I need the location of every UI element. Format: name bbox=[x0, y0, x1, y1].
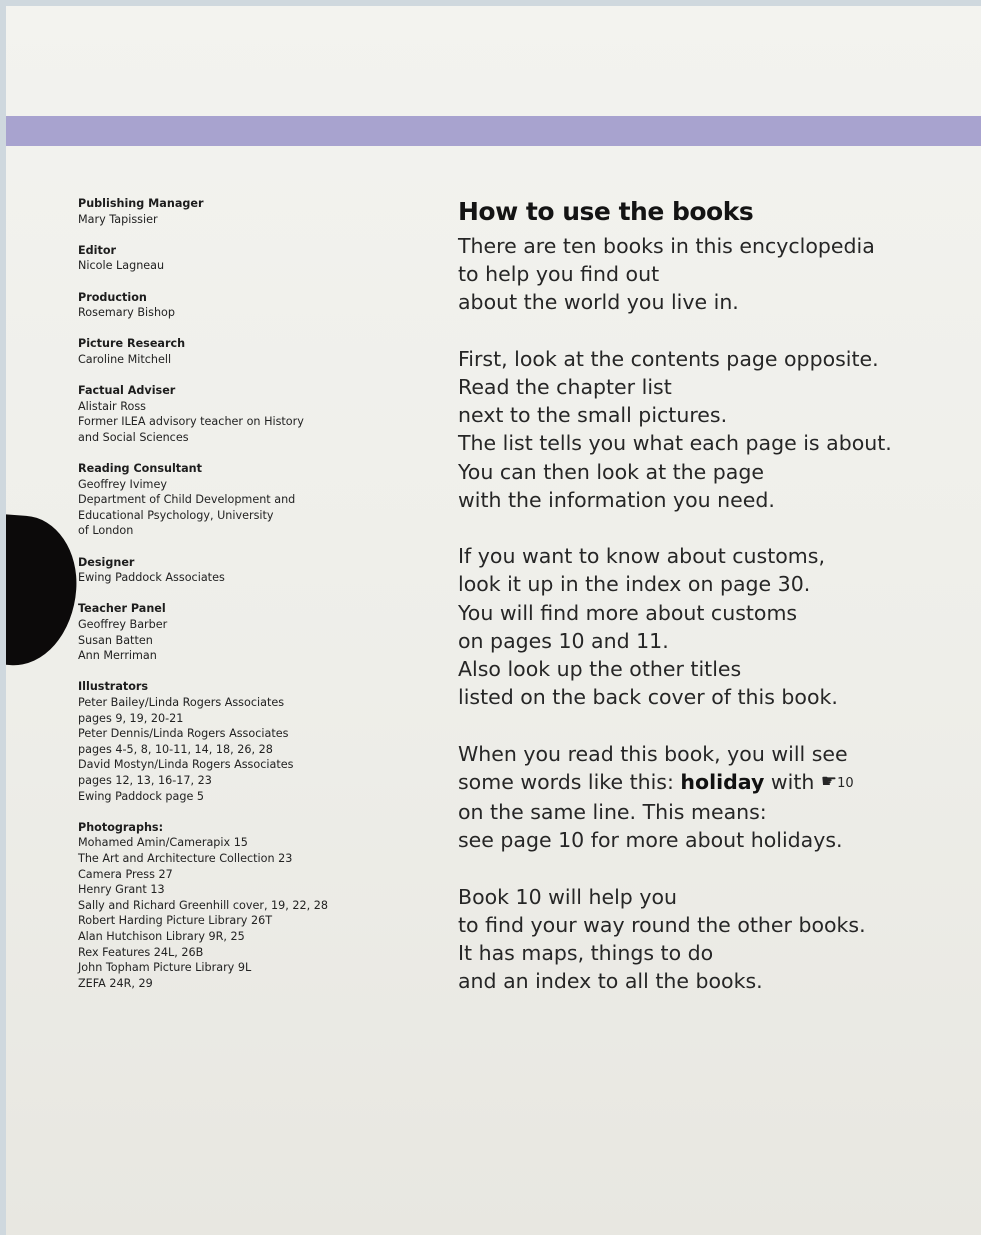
text-line: look it up in the index on page 30. bbox=[458, 572, 811, 597]
text-line: to find your way round the other books. bbox=[458, 912, 866, 937]
text-line: on the same line. This means: bbox=[458, 800, 767, 825]
text-line: First, look at the contents page opposite. bbox=[458, 346, 879, 371]
credit-line: Mary Tapissier bbox=[78, 212, 158, 226]
credit-line: Peter Bailey/Linda Rogers Associates bbox=[78, 696, 285, 709]
text-line: You will find more about customs bbox=[458, 600, 798, 625]
credit-line: Ann Merriman bbox=[78, 649, 157, 663]
credit-role: Illustrators bbox=[78, 680, 149, 694]
text-line: on pages 10 and 11. bbox=[458, 628, 669, 653]
text-line: Read the chapter list bbox=[458, 375, 672, 399]
credit-line: Rosemary Bishop bbox=[78, 306, 176, 320]
text-line: with the information you need. bbox=[458, 487, 775, 512]
text-line: and an index to all the books. bbox=[458, 969, 763, 994]
credit-line: The Art and Architecture Collection 23 bbox=[78, 851, 293, 865]
credit-line: Mohamed Amin/Camerapix 15 bbox=[78, 836, 248, 850]
credit-group bbox=[78, 461, 398, 539]
paragraph bbox=[458, 345, 978, 514]
example-paragraph bbox=[458, 740, 978, 855]
credit-group bbox=[78, 243, 398, 274]
credit-role: Designer bbox=[78, 555, 135, 569]
credit-group bbox=[78, 601, 398, 663]
credit-line: Nicole Lagneau bbox=[78, 259, 165, 273]
text-line: There are ten books in this encyclopedia bbox=[458, 234, 875, 258]
text-line-with-example bbox=[458, 768, 978, 798]
credit-role: Factual Adviser bbox=[78, 384, 176, 398]
book-page bbox=[6, 6, 981, 1235]
credit-line: Ewing Paddock page 5 bbox=[78, 789, 205, 803]
page-reference-number: 10 bbox=[837, 775, 854, 791]
text-line: It has maps, things to do bbox=[458, 941, 714, 966]
credit-line: Educational Psychology, University bbox=[78, 508, 274, 522]
text-line: Also look up the other titles bbox=[458, 657, 742, 682]
text-line: If you want to know about customs, bbox=[458, 544, 825, 569]
text-line: You can then look at the page bbox=[458, 459, 764, 484]
how-to-section bbox=[458, 196, 978, 1024]
text-line: to help you find out bbox=[458, 262, 660, 287]
credit-line: David Mostyn/Linda Rogers Associates bbox=[78, 758, 294, 772]
text-line: listed on the back cover of this book. bbox=[458, 685, 838, 710]
credit-line: Camera Press 27 bbox=[78, 867, 173, 881]
credit-line: Department of Child Development and bbox=[78, 493, 296, 507]
credit-line: Former ILEA advisory teacher on History bbox=[78, 415, 304, 429]
credit-group bbox=[78, 290, 398, 321]
credit-group bbox=[78, 383, 398, 445]
credit-line: and Social Sciences bbox=[78, 430, 189, 444]
credit-line: pages 4-5, 8, 10-11, 14, 18, 26, 28 bbox=[78, 742, 273, 756]
how-to-paragraphs bbox=[458, 232, 978, 711]
credit-group bbox=[78, 820, 398, 992]
example-with: with bbox=[764, 769, 821, 794]
credit-line: Geoffrey Ivimey bbox=[78, 477, 167, 491]
pointing-hand-icon: ☛ bbox=[820, 770, 838, 792]
credit-line: Alistair Ross bbox=[78, 399, 146, 413]
credit-line: of London bbox=[78, 524, 134, 538]
text-line: The list tells you what each page is about. bbox=[458, 431, 892, 456]
credit-line: Ewing Paddock Associates bbox=[78, 571, 225, 585]
credit-line: Susan Batten bbox=[78, 633, 153, 647]
credit-role: Picture Research bbox=[78, 337, 186, 351]
credit-role: Photographs: bbox=[78, 820, 164, 834]
credit-line: pages 9, 19, 20-21 bbox=[78, 711, 184, 725]
credit-line: Robert Harding Picture Library 26T bbox=[78, 914, 273, 928]
paragraph bbox=[458, 232, 978, 317]
credit-line: Rex Features 24L, 26B bbox=[78, 945, 204, 959]
credit-line: pages 12, 13, 16-17, 23 bbox=[78, 773, 212, 787]
credit-line: Geoffrey Barber bbox=[78, 618, 168, 632]
example-prefix: some words like this: bbox=[458, 769, 681, 794]
credit-role: Teacher Panel bbox=[78, 602, 166, 616]
text-line: about the world you live in. bbox=[458, 290, 739, 315]
credit-line: John Topham Picture Library 9L bbox=[78, 961, 252, 975]
credit-role: Reading Consultant bbox=[78, 462, 202, 476]
credit-role: Publishing Manager bbox=[78, 197, 204, 210]
text-line: next to the small pictures. bbox=[458, 403, 728, 428]
credit-role: Production bbox=[78, 290, 147, 304]
credit-group bbox=[78, 196, 398, 227]
credit-line: Caroline Mitchell bbox=[78, 352, 172, 366]
credit-line: Peter Dennis/Linda Rogers Associates bbox=[78, 727, 289, 741]
credit-group bbox=[78, 555, 398, 586]
credit-role: Editor bbox=[78, 243, 117, 257]
credits-column bbox=[78, 196, 398, 1007]
text-line: see page 10 for more about holidays. bbox=[458, 828, 843, 853]
closing-paragraph bbox=[458, 883, 978, 996]
paragraph bbox=[458, 542, 978, 711]
example-bold-word: holiday bbox=[680, 769, 765, 794]
page-reference bbox=[821, 768, 854, 798]
credit-line: ZEFA 24R, 29 bbox=[78, 976, 153, 990]
text-line: Book 10 will help you bbox=[458, 884, 678, 909]
credit-group bbox=[78, 679, 398, 804]
credit-line: Henry Grant 13 bbox=[78, 883, 165, 897]
credit-group bbox=[78, 336, 398, 367]
credit-line: Alan Hutchison Library 9R, 25 bbox=[78, 929, 245, 943]
text-line: When you read this book, you will see bbox=[458, 741, 848, 766]
section-title: How to use the books bbox=[458, 197, 754, 226]
decorative-band bbox=[6, 116, 981, 146]
credit-line: Sally and Richard Greenhill cover, 19, 22, 28 bbox=[78, 898, 328, 912]
thumb-shadow bbox=[6, 513, 81, 670]
